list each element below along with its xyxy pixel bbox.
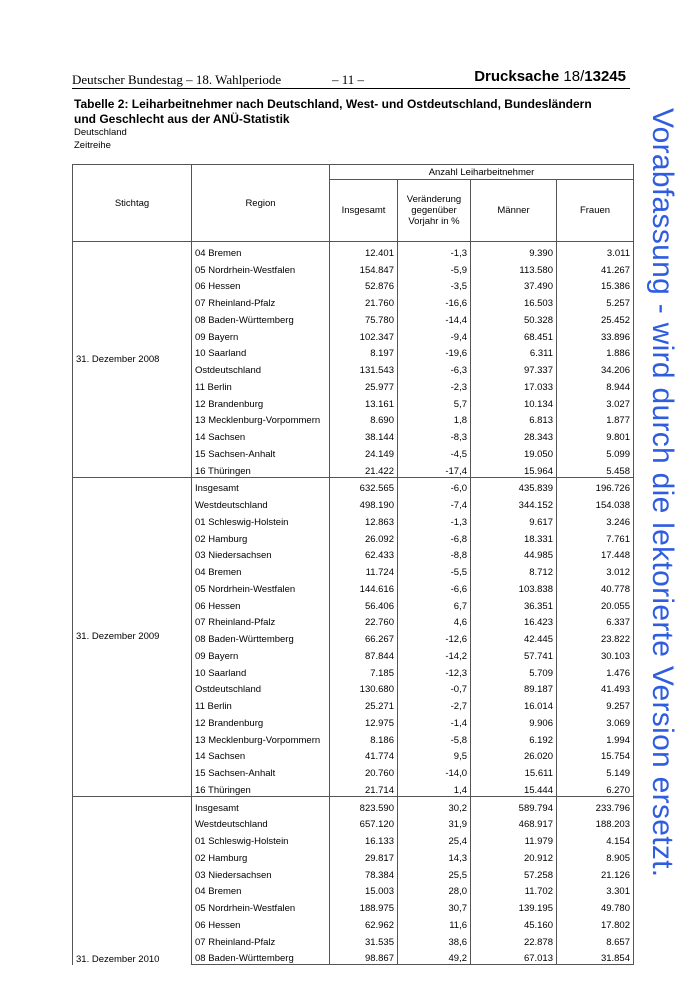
veraenderung-cell: -16,6 xyxy=(398,292,471,309)
veraenderung-cell: -14,4 xyxy=(398,309,471,326)
region-cell: 12 Brandenburg xyxy=(192,393,330,410)
frauen-cell: 4.154 xyxy=(557,830,634,847)
maenner-cell: 44.985 xyxy=(471,545,557,562)
veraenderung-cell: 5,7 xyxy=(398,393,471,410)
maenner-cell: 42.445 xyxy=(471,628,557,645)
veraenderung-cell: 38,6 xyxy=(398,931,471,948)
insgesamt-cell: 26.092 xyxy=(330,528,398,545)
insgesamt-cell: 8.186 xyxy=(330,729,398,746)
frauen-cell: 1.886 xyxy=(557,343,634,360)
veraenderung-cell: -9,4 xyxy=(398,326,471,343)
region-cell: 09 Bayern xyxy=(192,645,330,662)
veraenderung-cell: -1,4 xyxy=(398,712,471,729)
veraenderung-cell: -6,8 xyxy=(398,528,471,545)
maenner-cell: 57.741 xyxy=(471,645,557,662)
maenner-cell: 18.331 xyxy=(471,528,557,545)
region-cell: 04 Bremen xyxy=(192,881,330,898)
maenner-cell: 6.311 xyxy=(471,343,557,360)
veraenderung-cell: -2,3 xyxy=(398,376,471,393)
frauen-cell: 34.206 xyxy=(557,359,634,376)
frauen-cell: 17.802 xyxy=(557,914,634,931)
maenner-cell: 10.134 xyxy=(471,393,557,410)
frauen-cell: 25.452 xyxy=(557,309,634,326)
header-veraenderung: Veränderung gegenüber Vorjahr in % xyxy=(398,180,471,242)
insgesamt-cell: 12.975 xyxy=(330,712,398,729)
insgesamt-cell: 62.433 xyxy=(330,545,398,562)
frauen-cell: 20.055 xyxy=(557,595,634,612)
veraenderung-cell: -3,5 xyxy=(398,276,471,293)
region-cell: 03 Niedersachsen xyxy=(192,545,330,562)
veraenderung-cell: -17,4 xyxy=(398,460,471,477)
table-row xyxy=(73,242,634,259)
veraenderung-cell: 25,5 xyxy=(398,864,471,881)
drucksache-label xyxy=(474,68,626,85)
region-cell: 01 Schleswig-Holstein xyxy=(192,511,330,528)
insgesamt-cell: 98.867 xyxy=(330,948,398,965)
frauen-cell: 9.801 xyxy=(557,426,634,443)
header-frauen: Frauen xyxy=(557,180,634,242)
insgesamt-cell: 78.384 xyxy=(330,864,398,881)
veraenderung-cell: -5,9 xyxy=(398,259,471,276)
veraenderung-cell: -6,6 xyxy=(398,578,471,595)
insgesamt-cell: 8.690 xyxy=(330,410,398,427)
frauen-cell: 1.476 xyxy=(557,662,634,679)
region-cell: 10 Saarland xyxy=(192,343,330,360)
region-cell: 07 Rheinland-Pfalz xyxy=(192,292,330,309)
frauen-cell: 17.448 xyxy=(557,545,634,562)
drucksache-prefix: 18/ xyxy=(563,68,585,85)
frauen-cell: 6.270 xyxy=(557,779,634,796)
maenner-cell: 97.337 xyxy=(471,359,557,376)
region-cell: 04 Bremen xyxy=(192,561,330,578)
veraenderung-cell: -4,5 xyxy=(398,443,471,460)
subtitle-series: Zeitreihe xyxy=(74,140,111,151)
insgesamt-cell: 21.760 xyxy=(330,292,398,309)
veraenderung-cell: 14,3 xyxy=(398,847,471,864)
veraenderung-cell: -8,8 xyxy=(398,545,471,562)
region-cell: 03 Niedersachsen xyxy=(192,864,330,881)
insgesamt-cell: 498.190 xyxy=(330,494,398,511)
veraenderung-cell: -8,3 xyxy=(398,426,471,443)
region-cell: 12 Brandenburg xyxy=(192,712,330,729)
insgesamt-cell: 188.975 xyxy=(330,897,398,914)
frauen-cell: 8.944 xyxy=(557,376,634,393)
frauen-cell: 5.149 xyxy=(557,762,634,779)
veraenderung-cell: -5,8 xyxy=(398,729,471,746)
insgesamt-cell: 66.267 xyxy=(330,628,398,645)
maenner-cell: 37.490 xyxy=(471,276,557,293)
page-number: – 11 – xyxy=(332,72,365,87)
header-left: Deutscher Bundestag – 18. Wahlperiode xyxy=(72,72,282,87)
maenner-cell: 6.192 xyxy=(471,729,557,746)
region-cell: 14 Sachsen xyxy=(192,426,330,443)
region-cell: 16 Thüringen xyxy=(192,779,330,796)
region-cell: 01 Schleswig-Holstein xyxy=(192,830,330,847)
maenner-cell: 16.014 xyxy=(471,695,557,712)
maenner-cell: 17.033 xyxy=(471,376,557,393)
maenner-cell: 68.451 xyxy=(471,326,557,343)
frauen-cell: 7.761 xyxy=(557,528,634,545)
insgesamt-cell: 12.863 xyxy=(330,511,398,528)
insgesamt-cell: 15.003 xyxy=(330,881,398,898)
veraenderung-cell: 11,6 xyxy=(398,914,471,931)
region-cell: 13 Mecklenburg-Vorpommern xyxy=(192,729,330,746)
region-cell: 08 Baden-Württemberg xyxy=(192,628,330,645)
insgesamt-cell: 12.401 xyxy=(330,242,398,259)
region-cell: 11 Berlin xyxy=(192,376,330,393)
maenner-cell: 19.050 xyxy=(471,443,557,460)
veraenderung-cell: 28,0 xyxy=(398,881,471,898)
region-cell: Insgesamt xyxy=(192,796,330,813)
frauen-cell: 196.726 xyxy=(557,477,634,494)
frauen-cell: 41.267 xyxy=(557,259,634,276)
frauen-cell: 21.126 xyxy=(557,864,634,881)
veraenderung-cell: -14,2 xyxy=(398,645,471,662)
side-watermark-note: Vorabfassung - wird durch die lektorierte Version ersetzt. xyxy=(646,108,679,878)
maenner-cell: 9.617 xyxy=(471,511,557,528)
region-cell: 06 Hessen xyxy=(192,595,330,612)
maenner-cell: 22.878 xyxy=(471,931,557,948)
region-cell: Westdeutschland xyxy=(192,494,330,511)
insgesamt-cell: 8.197 xyxy=(330,343,398,360)
frauen-cell: 188.203 xyxy=(557,814,634,831)
region-cell: 09 Bayern xyxy=(192,326,330,343)
maenner-cell: 16.423 xyxy=(471,612,557,629)
region-cell: 08 Baden-Württemberg xyxy=(192,948,330,965)
region-cell: 14 Sachsen xyxy=(192,746,330,763)
insgesamt-cell: 24.149 xyxy=(330,443,398,460)
maenner-cell: 11.979 xyxy=(471,830,557,847)
insgesamt-cell: 130.680 xyxy=(330,679,398,696)
veraenderung-cell: -19,6 xyxy=(398,343,471,360)
drucksache-word: Drucksache xyxy=(474,68,560,85)
table-title: Tabelle 2: Leiharbeitnehmer nach Deutschland, West- und Ostdeutschland, Bundesländern und Geschlecht aus der ANÜ-Statistik xyxy=(74,97,592,126)
stichtag-cell: 31. Dezember 2008 xyxy=(73,242,192,478)
frauen-cell: 49.780 xyxy=(557,897,634,914)
veraenderung-cell: -2,7 xyxy=(398,695,471,712)
region-cell: Insgesamt xyxy=(192,477,330,494)
insgesamt-cell: 16.133 xyxy=(330,830,398,847)
insgesamt-cell: 7.185 xyxy=(330,662,398,679)
frauen-cell: 6.337 xyxy=(557,612,634,629)
frauen-cell: 5.257 xyxy=(557,292,634,309)
veraenderung-cell: -12,6 xyxy=(398,628,471,645)
region-cell: 06 Hessen xyxy=(192,276,330,293)
insgesamt-cell: 56.406 xyxy=(330,595,398,612)
frauen-cell: 1.994 xyxy=(557,729,634,746)
header-insgesamt: Insgesamt xyxy=(330,180,398,242)
insgesamt-cell: 131.543 xyxy=(330,359,398,376)
frauen-cell: 8.905 xyxy=(557,847,634,864)
insgesamt-cell: 31.535 xyxy=(330,931,398,948)
veraenderung-cell: -6,3 xyxy=(398,359,471,376)
maenner-cell: 9.906 xyxy=(471,712,557,729)
veraenderung-cell: 1,4 xyxy=(398,779,471,796)
frauen-cell: 31.854 xyxy=(557,948,634,965)
frauen-cell: 3.011 xyxy=(557,242,634,259)
maenner-cell: 344.152 xyxy=(471,494,557,511)
maenner-cell: 15.611 xyxy=(471,762,557,779)
maenner-cell: 89.187 xyxy=(471,679,557,696)
insgesamt-cell: 75.780 xyxy=(330,309,398,326)
maenner-cell: 28.343 xyxy=(471,426,557,443)
veraenderung-cell: 30,7 xyxy=(398,897,471,914)
frauen-cell: 3.301 xyxy=(557,881,634,898)
maenner-cell: 5.709 xyxy=(471,662,557,679)
veraenderung-cell: 49,2 xyxy=(398,948,471,965)
table-row xyxy=(73,477,634,494)
insgesamt-cell: 657.120 xyxy=(330,814,398,831)
maenner-cell: 36.351 xyxy=(471,595,557,612)
insgesamt-cell: 823.590 xyxy=(330,796,398,813)
subtitle-region: Deutschland xyxy=(74,127,127,138)
maenner-cell: 26.020 xyxy=(471,746,557,763)
insgesamt-cell: 38.144 xyxy=(330,426,398,443)
region-cell: 07 Rheinland-Pfalz xyxy=(192,612,330,629)
region-cell: 15 Sachsen-Anhalt xyxy=(192,443,330,460)
insgesamt-cell: 13.161 xyxy=(330,393,398,410)
veraenderung-cell: 1,8 xyxy=(398,410,471,427)
table-row xyxy=(73,796,634,813)
region-cell: Ostdeutschland xyxy=(192,679,330,696)
region-cell: 16 Thüringen xyxy=(192,460,330,477)
frauen-cell: 1.877 xyxy=(557,410,634,427)
stichtag-cell: 31. Dezember 2009 xyxy=(73,477,192,796)
header-maenner: Männer xyxy=(471,180,557,242)
insgesamt-cell: 11.724 xyxy=(330,561,398,578)
maenner-cell: 468.917 xyxy=(471,814,557,831)
table-body xyxy=(73,242,634,965)
frauen-cell: 30.103 xyxy=(557,645,634,662)
insgesamt-cell: 102.347 xyxy=(330,326,398,343)
maenner-cell: 8.712 xyxy=(471,561,557,578)
maenner-cell: 45.160 xyxy=(471,914,557,931)
insgesamt-cell: 21.714 xyxy=(330,779,398,796)
veraenderung-cell: -1,3 xyxy=(398,242,471,259)
frauen-cell: 3.012 xyxy=(557,561,634,578)
frauen-cell: 41.493 xyxy=(557,679,634,696)
veraenderung-cell: 6,7 xyxy=(398,595,471,612)
insgesamt-cell: 41.774 xyxy=(330,746,398,763)
region-cell: 04 Bremen xyxy=(192,242,330,259)
maenner-cell: 589.794 xyxy=(471,796,557,813)
maenner-cell: 15.444 xyxy=(471,779,557,796)
veraenderung-cell: -7,4 xyxy=(398,494,471,511)
header-region: Region xyxy=(192,165,330,242)
veraenderung-cell: -14,0 xyxy=(398,762,471,779)
maenner-cell: 11.702 xyxy=(471,881,557,898)
insgesamt-cell: 632.565 xyxy=(330,477,398,494)
veraenderung-cell: -0,7 xyxy=(398,679,471,696)
veraenderung-cell: -5,5 xyxy=(398,561,471,578)
region-cell: 15 Sachsen-Anhalt xyxy=(192,762,330,779)
data-table xyxy=(72,164,634,965)
region-cell: 05 Nordrhein-Westfalen xyxy=(192,578,330,595)
maenner-cell: 16.503 xyxy=(471,292,557,309)
frauen-cell: 3.027 xyxy=(557,393,634,410)
maenner-cell: 57.258 xyxy=(471,864,557,881)
frauen-cell: 8.657 xyxy=(557,931,634,948)
veraenderung-cell: 25,4 xyxy=(398,830,471,847)
insgesamt-cell: 29.817 xyxy=(330,847,398,864)
veraenderung-cell: 9,5 xyxy=(398,746,471,763)
frauen-cell: 3.069 xyxy=(557,712,634,729)
region-cell: 10 Saarland xyxy=(192,662,330,679)
region-cell: 05 Nordrhein-Westfalen xyxy=(192,897,330,914)
frauen-cell: 5.458 xyxy=(557,460,634,477)
maenner-cell: 67.013 xyxy=(471,948,557,965)
maenner-cell: 6.813 xyxy=(471,410,557,427)
header-group: Anzahl Leiharbeitnehmer xyxy=(330,165,634,180)
region-cell: Westdeutschland xyxy=(192,814,330,831)
insgesamt-cell: 22.760 xyxy=(330,612,398,629)
maenner-cell: 50.328 xyxy=(471,309,557,326)
insgesamt-cell: 25.271 xyxy=(330,695,398,712)
maenner-cell: 9.390 xyxy=(471,242,557,259)
insgesamt-cell: 62.962 xyxy=(330,914,398,931)
maenner-cell: 435.839 xyxy=(471,477,557,494)
region-cell: 06 Hessen xyxy=(192,914,330,931)
frauen-cell: 9.257 xyxy=(557,695,634,712)
maenner-cell: 113.580 xyxy=(471,259,557,276)
veraenderung-cell: -12,3 xyxy=(398,662,471,679)
frauen-cell: 15.754 xyxy=(557,746,634,763)
frauen-cell: 15.386 xyxy=(557,276,634,293)
drucksache-number: 13245 xyxy=(584,68,626,85)
region-cell: 02 Hamburg xyxy=(192,528,330,545)
insgesamt-cell: 154.847 xyxy=(330,259,398,276)
header-stichtag: Stichtag xyxy=(73,165,192,242)
region-cell: 11 Berlin xyxy=(192,695,330,712)
frauen-cell: 233.796 xyxy=(557,796,634,813)
maenner-cell: 20.912 xyxy=(471,847,557,864)
insgesamt-cell: 21.422 xyxy=(330,460,398,477)
insgesamt-cell: 20.760 xyxy=(330,762,398,779)
frauen-cell: 40.778 xyxy=(557,578,634,595)
maenner-cell: 139.195 xyxy=(471,897,557,914)
insgesamt-cell: 52.876 xyxy=(330,276,398,293)
region-cell: 07 Rheinland-Pfalz xyxy=(192,931,330,948)
maenner-cell: 15.964 xyxy=(471,460,557,477)
frauen-cell: 3.246 xyxy=(557,511,634,528)
veraenderung-cell: -1,3 xyxy=(398,511,471,528)
veraenderung-cell: 31,9 xyxy=(398,814,471,831)
insgesamt-cell: 144.616 xyxy=(330,578,398,595)
maenner-cell: 103.838 xyxy=(471,578,557,595)
veraenderung-cell: 4,6 xyxy=(398,612,471,629)
region-cell: 08 Baden-Württemberg xyxy=(192,309,330,326)
frauen-cell: 33.896 xyxy=(557,326,634,343)
region-cell: Ostdeutschland xyxy=(192,359,330,376)
region-cell: 13 Mecklenburg-Vorpommern xyxy=(192,410,330,427)
insgesamt-cell: 87.844 xyxy=(330,645,398,662)
frauen-cell: 23.822 xyxy=(557,628,634,645)
stichtag-cell: 31. Dezember 2010 xyxy=(73,796,192,965)
veraenderung-cell: -6,0 xyxy=(398,477,471,494)
frauen-cell: 5.099 xyxy=(557,443,634,460)
insgesamt-cell: 25.977 xyxy=(330,376,398,393)
header-rule xyxy=(72,88,630,89)
region-cell: 02 Hamburg xyxy=(192,847,330,864)
region-cell: 05 Nordrhein-Westfalen xyxy=(192,259,330,276)
frauen-cell: 154.038 xyxy=(557,494,634,511)
veraenderung-cell: 30,2 xyxy=(398,796,471,813)
